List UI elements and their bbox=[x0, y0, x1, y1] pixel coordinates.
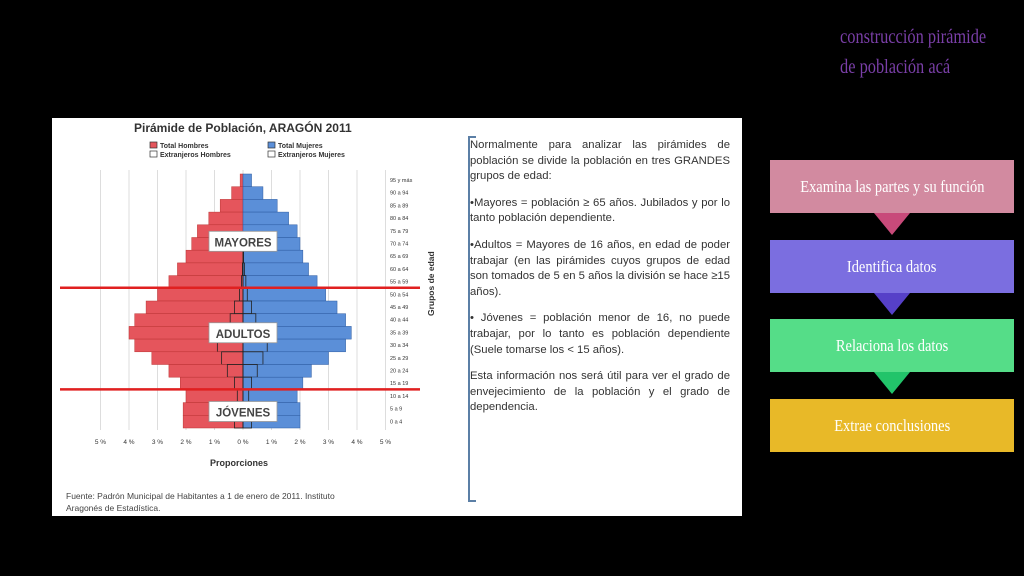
down-arrow-icon bbox=[874, 213, 910, 235]
chart-title: Pirámide de Población, ARAGÓN 2011 bbox=[134, 121, 352, 135]
age-group-label: 55 a 59 bbox=[390, 279, 409, 286]
note-line-1: construcción pirámide bbox=[840, 26, 987, 48]
bar-mujeres bbox=[243, 187, 263, 200]
bar-hombres bbox=[146, 301, 243, 314]
bar-mujeres bbox=[243, 250, 303, 263]
age-group-label: 35 a 39 bbox=[390, 330, 409, 337]
age-group-label: 45 a 49 bbox=[390, 305, 409, 311]
bar-mujeres bbox=[243, 199, 277, 212]
age-group-label: 80 a 84 bbox=[390, 216, 409, 223]
bar-mujeres bbox=[243, 174, 252, 187]
age-group-label: 50 a 54 bbox=[390, 292, 409, 299]
legend-swatch bbox=[150, 142, 157, 148]
age-group-label: 5 a 9 bbox=[390, 406, 403, 413]
adultos-paragraph: •Adultos = Mayores de 16 años, en edad de poder trabajar (en las pirámides cuyos grupos de edad son tomados de 5 en 5 años la división se hace ≥15 años). bbox=[470, 238, 730, 298]
age-group-label: 10 a 14 bbox=[390, 393, 409, 400]
bar-hombres bbox=[209, 212, 243, 225]
x-tick-labels bbox=[95, 439, 391, 446]
x-tick-label: 1 % bbox=[208, 439, 221, 446]
age-group-label: 65 a 69 bbox=[390, 254, 409, 261]
x-tick-label: 1 % bbox=[265, 439, 278, 446]
closing-paragraph: Esta información nos será útil para ver el grado de envejecimiento de la población y el grado de dependencia. bbox=[470, 370, 730, 414]
bar-hombres bbox=[186, 250, 243, 263]
age-group-label: 20 a 24 bbox=[390, 368, 409, 375]
legend-label: Extranjeros Hombres bbox=[160, 152, 231, 159]
x-tick-label: 0 % bbox=[237, 439, 249, 446]
chart-legend bbox=[150, 142, 345, 159]
legend-swatch bbox=[268, 142, 275, 148]
intro-paragraph: Normalmente para analizar las pirámides de población se divide la población en tres GRANDES grupos de edad: bbox=[470, 139, 730, 183]
y-axis-label: Grupos de edad bbox=[426, 251, 436, 316]
group-label: ADULTOS bbox=[215, 328, 271, 341]
legend-label: Total Mujeres bbox=[278, 143, 323, 150]
legend-label: Extranjeros Mujeres bbox=[278, 152, 345, 159]
age-group-label: 30 a 34 bbox=[390, 343, 409, 350]
bar-hombres bbox=[169, 365, 243, 378]
step-relaciona: Relaciona los datos bbox=[770, 319, 1014, 372]
bar-extranjeros-mujeres bbox=[243, 250, 244, 263]
age-group-label: 0 a 4 bbox=[390, 419, 403, 426]
legend-swatch bbox=[268, 151, 275, 157]
down-arrow-icon bbox=[874, 293, 910, 315]
group-label: MAYORES bbox=[214, 237, 272, 250]
x-axis-label: Proporciones bbox=[210, 458, 269, 468]
step-examina: Examina las partes y su función bbox=[770, 160, 1014, 213]
note-line-2: de población acá bbox=[840, 56, 951, 78]
explanation-panel bbox=[470, 138, 730, 427]
age-group-label: 60 a 64 bbox=[390, 266, 409, 273]
bar-mujeres bbox=[243, 288, 326, 301]
x-tick-label: 2 % bbox=[294, 439, 306, 446]
down-arrow-icon bbox=[874, 372, 910, 394]
x-tick-label: 2 % bbox=[180, 439, 192, 446]
age-group-label: 15 a 19 bbox=[390, 381, 409, 388]
step-extrae: Extrae conclusiones bbox=[770, 399, 1014, 452]
age-group-label: 70 a 74 bbox=[390, 241, 409, 248]
age-group-label: 85 a 89 bbox=[390, 203, 409, 210]
bar-mujeres bbox=[243, 352, 329, 365]
legend-swatch bbox=[150, 151, 157, 157]
source-note: Fuente: Padrón Municipal de Habitantes a 1 de enero de 2011. Instituto Aragonés de Estadística. bbox=[66, 491, 335, 513]
bar-hombres bbox=[169, 276, 243, 289]
legend-label: Total Hombres bbox=[160, 143, 209, 150]
slide-note bbox=[840, 22, 988, 82]
bar-mujeres bbox=[243, 390, 297, 403]
bar-mujeres bbox=[243, 212, 289, 225]
bar-hombres bbox=[180, 377, 243, 390]
bar-hombres bbox=[220, 199, 243, 212]
bar-mujeres bbox=[243, 301, 337, 314]
bar-hombres bbox=[240, 174, 243, 187]
x-tick-label: 3 % bbox=[151, 439, 164, 446]
population-pyramid-figure bbox=[52, 118, 742, 516]
age-group-label: 40 a 44 bbox=[390, 317, 409, 324]
mayores-paragraph: •Mayores = población ≥ 65 años. Jubilados y por lo tanto población dependiente. bbox=[470, 196, 730, 225]
x-tick-label: 5 % bbox=[94, 439, 107, 446]
age-group-label: 25 a 29 bbox=[390, 355, 409, 362]
bar-mujeres bbox=[243, 263, 309, 276]
bar-hombres bbox=[177, 263, 243, 276]
x-tick-label: 4 % bbox=[123, 439, 135, 446]
bar-hombres bbox=[158, 288, 244, 301]
population-pyramid-chart bbox=[52, 118, 452, 516]
group-label: JÓVENES bbox=[215, 407, 271, 420]
bar-mujeres bbox=[243, 365, 311, 378]
step-identifica: Identifica datos bbox=[770, 240, 1014, 293]
bar-hombres bbox=[152, 352, 243, 365]
age-group-label: 95 y más bbox=[390, 178, 413, 184]
x-tick-label: 5 % bbox=[379, 439, 392, 446]
x-tick-label: 4 % bbox=[351, 439, 363, 446]
age-group-label: 90 a 94 bbox=[390, 190, 409, 197]
jovenes-paragraph: • Jóvenes = población menor de 16, no puede trabajar, por lo tanto es población dependiente (Suele tomarse los < 15 años). bbox=[470, 312, 730, 356]
bar-hombres bbox=[186, 390, 243, 403]
age-group-label: 75 a 79 bbox=[390, 228, 409, 235]
bar-mujeres bbox=[243, 276, 317, 289]
x-tick-label: 3 % bbox=[322, 439, 335, 446]
bar-mujeres bbox=[243, 377, 303, 390]
bar-hombres bbox=[232, 187, 243, 200]
